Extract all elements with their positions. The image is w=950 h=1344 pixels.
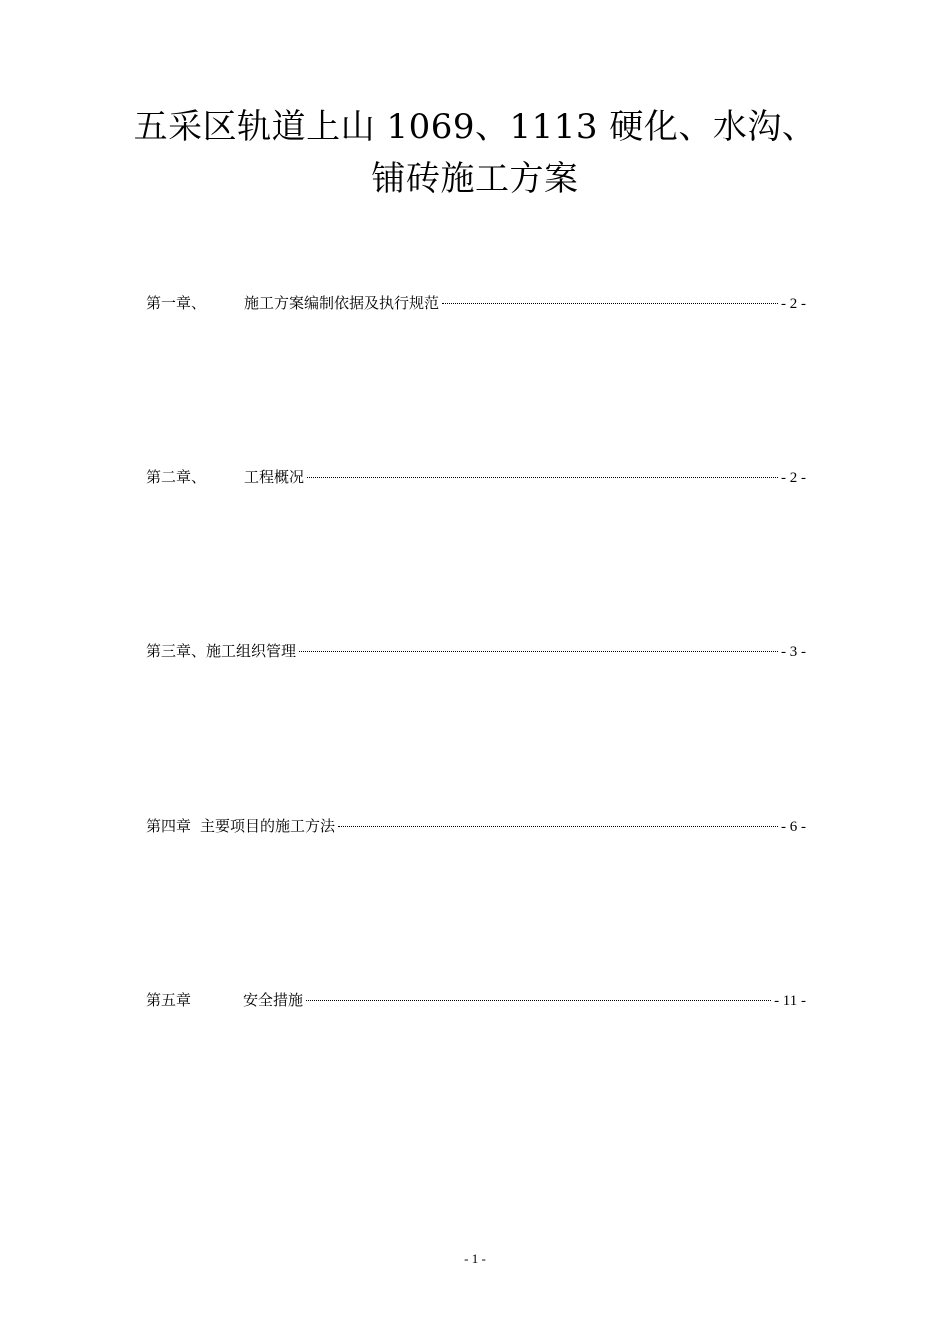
toc-entry-chapter-4[interactable] [146,815,806,837]
toc-chapter-label: 第五章 [146,991,192,1009]
toc-page-number: - 6 - [781,819,806,835]
document-title-line-2: 铺砖施工方案 [371,159,579,199]
document-title-line-1: 五采区轨道上山 1069、1113 硬化、水沟、 [133,107,817,147]
page-number-footer: - 1 - [464,1251,486,1266]
toc-page-number: - 3 - [781,644,806,660]
toc-entry-chapter-2[interactable] [146,466,806,488]
toc-chapter-label: 第二章、 [146,468,207,486]
toc-heading: 安全措施 [243,991,304,1009]
toc-dot-leader [338,826,778,827]
toc-heading: 工程概况 [244,468,305,486]
toc-chapter-label: 第四章 [146,817,192,835]
toc-dot-leader [306,1000,771,1001]
toc-entry-chapter-1[interactable] [146,292,806,314]
toc-page-number: - 2 - [781,470,806,486]
toc-heading: 施工组织管理 [206,642,297,660]
toc-page-number: - 11 - [774,993,806,1009]
toc-dot-leader [442,303,778,304]
toc-page-number: - 2 - [781,296,806,312]
toc-dot-leader [307,477,778,478]
toc-entry-chapter-5[interactable] [146,989,806,1011]
toc-chapter-label: 第一章、 [146,294,207,312]
toc-entry-chapter-3[interactable] [146,640,806,662]
toc-chapter-label: 第三章、 [146,642,207,660]
toc-heading: 主要项目的施工方法 [200,817,336,835]
toc-dot-leader [299,651,778,652]
toc-heading: 施工方案编制依据及执行规范 [244,294,440,312]
